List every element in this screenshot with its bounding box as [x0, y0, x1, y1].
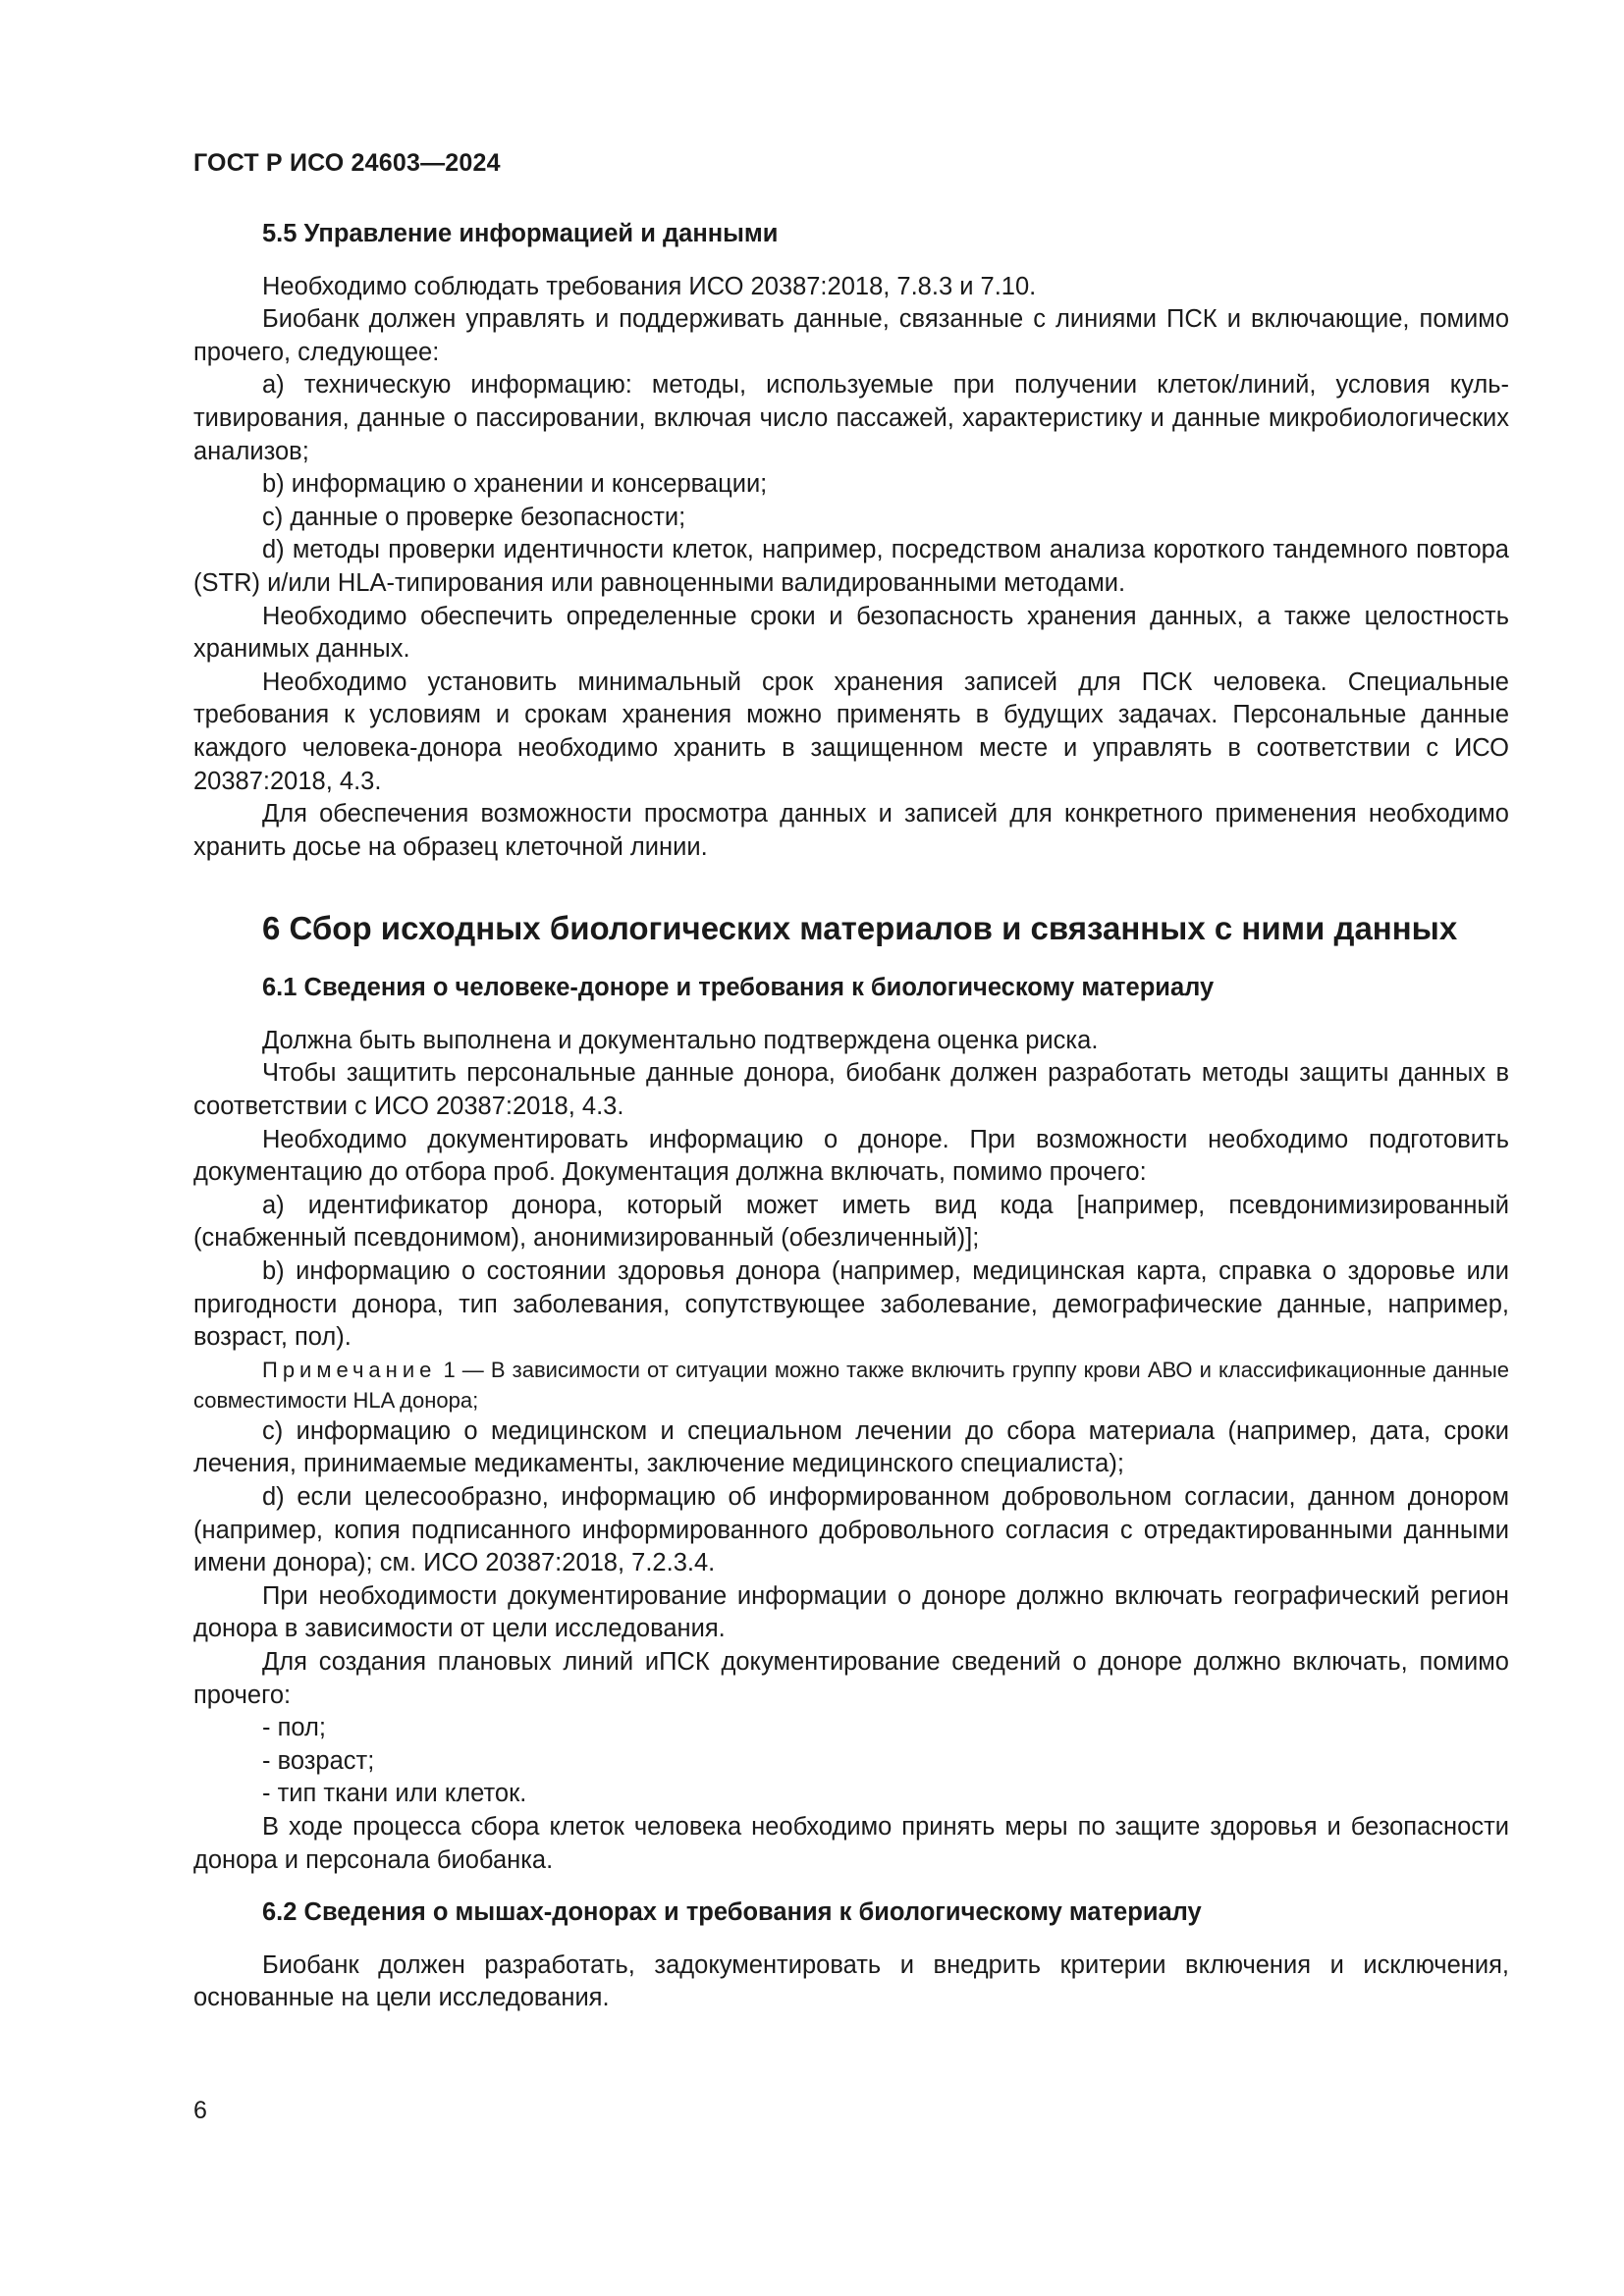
- note-label: Примечание: [262, 1357, 437, 1382]
- paragraph: Необходимо установить минимальный срок хранения записей для ПСК человека. Специальные требования к условиям и срокам хранения можно применять в будущих задачах. Персональные данные каждого человека-донора необходимо хранить в защищенном месте и управлять в соответствии с ИСО 20387:2018, 4.3.: [193, 667, 1509, 795]
- paragraph: Биобанк должен управлять и поддерживать данные, связанные с линиями ПСК и включающие, помимо прочего, следующее:: [193, 305, 1509, 366]
- section-6-2-heading: 6.2 Сведения о мышах-донорах и требования к биологическому материалу: [262, 1898, 1202, 1927]
- list-item-a: a) техническую информацию: методы, используемые при получении клеток/линий, условия культивирования, данные о пассировании, включая число пассажей, характеристику и данные микробиологических анализов;: [193, 371, 1509, 465]
- dash-item: - возраст;: [262, 1746, 375, 1775]
- paragraph: Для обеспечения возможности просмотра данных и записей для конкретного применения необходимо хранить досье на образец клеточной линии.: [193, 800, 1509, 861]
- note-text: 1 — В зависимости от ситуации можно также включить группу крови АВО и классификационные данные совместимости HLA донора;: [193, 1357, 1509, 1413]
- dash-item: - пол;: [262, 1714, 326, 1742]
- paragraph: В ходе процесса сбора клеток человека необходимо принять меры по защите здоровья и безопасности донора и персонала биобанка.: [193, 1812, 1509, 1874]
- document-header: ГОСТ Р ИСО 24603—2024: [193, 149, 501, 177]
- list-item-c: c) данные о проверке безопасности;: [262, 503, 686, 531]
- list-item-d: d) если целесообразно, информацию об информированном добровольном согласии, данном донором (например, копия подписанного информированного добровольного согласия с отредактированными данными имени донора); см. ИСО 20387:2018, 7.2.3.4.: [193, 1483, 1509, 1577]
- section-6-heading: 6 Сбор исходных биологических материалов и связанных с ними данных: [262, 910, 1458, 947]
- paragraph: Необходимо обеспечить определенные сроки и безопасность хранения данных, а также целостность хранимых данных.: [193, 602, 1509, 664]
- paragraph: Биобанк должен разработать, задокументировать и внедрить критерии включения и исключения, основанные на цели исследования.: [193, 1950, 1509, 2012]
- note-1: [193, 1355, 1509, 1415]
- list-item-a: a) идентификатор донора, который может иметь вид кода [например, псевдонимизированный (снабженный псевдонимом), анонимизированный (обезличенный)];: [193, 1191, 1509, 1253]
- list-item-d: d) методы проверки идентичности клеток, например, посредством анализа короткого тандемного повтора (STR) и/или HLA-типирования или равноценными валидированными методами.: [193, 536, 1509, 597]
- list-item-b: b) информацию о хранении и консервации;: [262, 470, 768, 499]
- paragraph: Должна быть выполнена и документально подтверждена оценка риска.: [262, 1026, 1099, 1054]
- list-item-b: b) информацию о состоянии здоровья донора (например, медицинская карта, справка о здоровье или пригодности донора, тип заболевания, сопутствующее заболевание, демографические данные, например, возраст, пол).: [193, 1257, 1509, 1352]
- section-5-5-heading: 5.5 Управление информацией и данными: [262, 220, 779, 247]
- page-number: 6: [193, 2097, 207, 2124]
- section-6-1-heading: 6.1 Сведения о человеке-доноре и требования к биологическому материалу: [262, 974, 1215, 1002]
- paragraph: При необходимости документирование информации о доноре должно включать географический регион донора в зависимости от цели исследования.: [193, 1581, 1509, 1643]
- dash-item: - тип ткани или клеток.: [262, 1780, 527, 1808]
- paragraph: Необходимо документировать информацию о доноре. При возможности необходимо подготовить документацию до отбора проб. Документация должна включать, помимо прочего:: [193, 1125, 1509, 1187]
- document-body: [193, 218, 1509, 2015]
- paragraph: Для создания плановых линий иПСК документирование сведений о доноре должно включать, помимо прочего:: [193, 1647, 1509, 1709]
- paragraph: Необходимо соблюдать требования ИСО 20387:2018, 7.8.3 и 7.10.: [262, 272, 1037, 300]
- paragraph: Чтобы защитить персональные данные донора, биобанк должен разработать методы защиты данных в соответствии с ИСО 20387:2018, 4.3.: [193, 1059, 1509, 1121]
- list-item-c: c) информацию о медицинском и специальном лечении до сбора материала (например, дата, сроки лечения, принимаемые медикаменты, заключение медицинского специалиста);: [193, 1416, 1509, 1478]
